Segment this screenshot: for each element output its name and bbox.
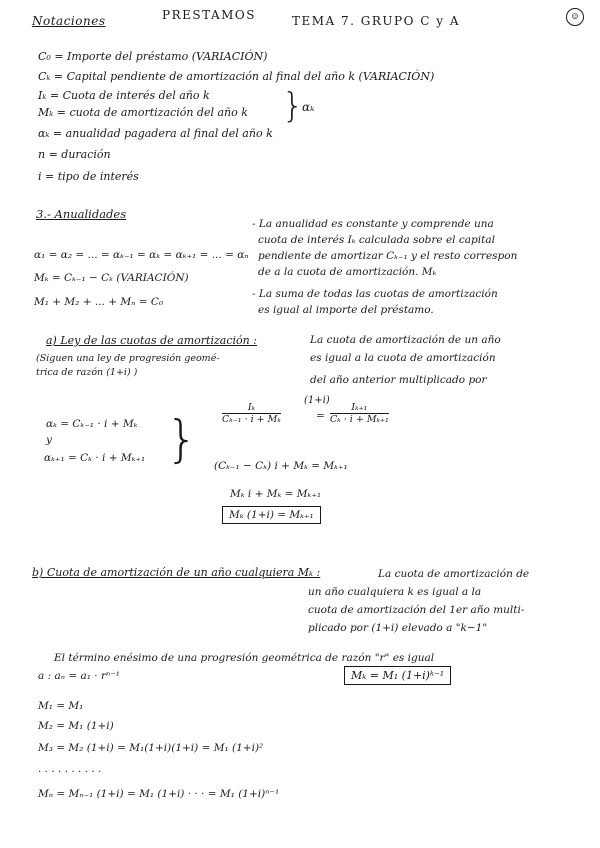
part-b-heading: b) Cuota de amortización de un año cualquiera Mₖ :: [32, 566, 321, 579]
part-a-aside-line: (Siguen una ley de progresión geomé-: [36, 353, 220, 364]
part-a-desc-line: del año anterior multiplicado por: [310, 374, 487, 386]
section-3-note-line: pendiente de amortizar Cₖ₋₁ y el resto correspon: [258, 250, 518, 262]
step-3-formula: Mₖ i + Mₖ = Mₖ₊₁: [230, 488, 322, 500]
geometric-formula: a : aₙ = a₁ · rⁿ⁻¹: [38, 670, 120, 682]
system-conjunction: y: [46, 434, 52, 446]
section-3-heading: 3.- Anualidades: [36, 207, 127, 221]
system-brace-icon: }: [166, 410, 198, 468]
notation-mk: Mₖ = cuota de amortización del año k: [38, 106, 248, 119]
part-a-aside-line: trica de razón (1+i) ): [36, 367, 138, 378]
geometric-statement: El término enésimo de una progresión geométrica de razón "r" es igual: [54, 652, 435, 664]
part-b-desc-line: plicado por (1+i) elevado a "k−1": [308, 622, 488, 634]
notaciones-heading: Notaciones: [32, 14, 106, 28]
section-3-note-line: de a la cuota de amortización. Mₖ: [258, 266, 437, 278]
notation-n: n = duración: [38, 148, 111, 161]
brace-icon: }: [282, 86, 304, 126]
step-2-formula: (Cₖ₋₁ − Cₖ) i + Mₖ = Mₖ₊₁: [214, 460, 348, 472]
formula-annuity-equal: α₁ = α₂ = ... = αₖ₋₁ = αₖ = αₖ₊₁ = ... = αₙ: [34, 249, 249, 261]
part-a-desc-line: es igual a la cuota de amortización: [310, 352, 496, 364]
sequence-line-m3: M₃ = M₂ (1+i) = M₁(1+i)(1+i) = M₁ (1+i)²: [38, 742, 264, 754]
notation-i: i = tipo de interés: [38, 170, 139, 183]
fraction-ik-denominator: Cₖ₋₁ · i + Mₖ: [222, 414, 281, 425]
brace-alpha-label: αₖ: [302, 100, 315, 114]
page-title: PRESTAMOS: [162, 8, 256, 22]
part-b-desc-line: cuota de amortización del 1er año multi-: [308, 604, 525, 616]
sequence-line-mn: Mₙ = Mₙ₋₁ (1+i) = M₁ (1+i) · · · = M₁ (1+i)ⁿ⁻¹: [38, 788, 280, 800]
result-box: Mₖ (1+i) = Mₖ₊₁: [222, 506, 321, 524]
fraction-ik1-denominator: Cₖ · i + Mₖ₊₁: [330, 414, 389, 425]
notation-ck: Cₖ = Capital pendiente de amortización al final del año k (VARIACIÓN): [38, 70, 435, 83]
formula-sum-m: M₁ + M₂ + ... + Mₙ = C₀: [34, 296, 164, 308]
fraction-ik: [222, 402, 281, 425]
formula-mk-variation: Mₖ = Cₖ₋₁ − Cₖ (VARIACIÓN): [34, 272, 189, 284]
sequence-dots: · · · · · · · · · ·: [38, 766, 102, 778]
section-3-note-line: - La suma de todas las cuotas de amortización: [252, 288, 498, 300]
part-b-desc-line: un año cualquiera k es igual a la: [308, 586, 482, 598]
part-a-desc-line: La cuota de amortización de un año: [310, 334, 501, 346]
notation-ik: Iₖ = Cuota de interés del año k: [38, 89, 210, 102]
fraction-ik1-numerator: Iₖ₊₁: [330, 402, 389, 414]
part-b-desc-line: La cuota de amortización de: [378, 568, 530, 580]
system-eq-2: αₖ₊₁ = Cₖ · i + Mₖ₊₁: [44, 452, 146, 464]
part-a-heading: a) Ley de las cuotas de amortización :: [46, 334, 257, 347]
sequence-line-m1: M₁ = M₁: [38, 700, 84, 712]
sequence-line-m2: M₂ = M₁ (1+i): [38, 720, 114, 732]
fraction-ik-numerator: Iₖ: [222, 402, 281, 414]
fraction-equals: =: [316, 410, 325, 422]
system-eq-1: αₖ = Cₖ₋₁ · i + Mₖ: [46, 418, 138, 430]
section-3-note-line: cuota de interés Iₖ calculada sobre el capital: [258, 234, 495, 246]
fraction-ik1: [330, 402, 389, 425]
general-term-box: Mₖ = M₁ (1+i)ᵏ⁻¹: [344, 666, 451, 685]
smiley-icon: ☺: [566, 8, 584, 26]
section-3-note-line: es igual al importe del préstamo.: [258, 304, 434, 316]
part-a-desc-line: (1+i): [304, 395, 330, 406]
notation-c0: C₀ = Importe del préstamo (VARIACIÓN): [38, 50, 268, 63]
section-3-note-line: - La anualidad es constante y comprende una: [252, 218, 494, 230]
tema-label: TEMA 7. GRUPO C y A: [292, 14, 461, 28]
notation-alpha: αₖ = anualidad pagadera al final del año k: [38, 127, 273, 140]
